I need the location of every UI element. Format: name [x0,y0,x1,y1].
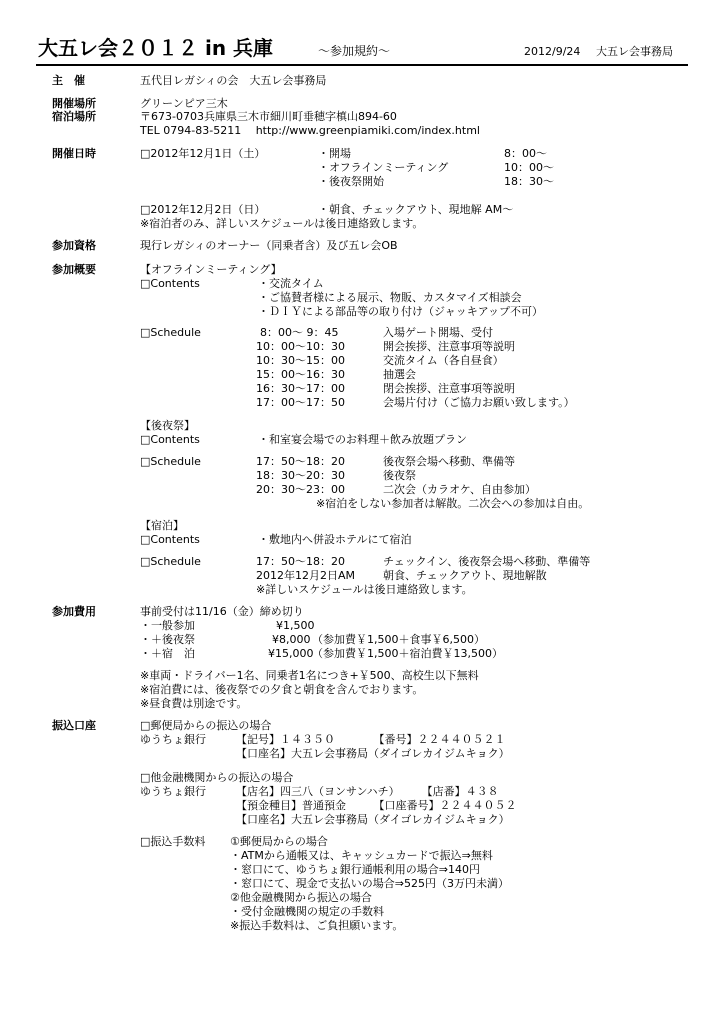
transfer-fee-line: ・ATMから通帳又は、キャッシュカードで振込⇒無料 [230,849,493,862]
day1-item-name: ・オフラインミーティング [318,161,449,174]
offline-schedule-item: 交流タイム（各自昼食） [383,354,504,367]
header-date: 2012/9/24 [524,45,581,58]
schedule-day2: □2012年12月2日（日） [140,203,266,216]
afterparty-schedule-item: 二次会（カラオケ、自由参加） [383,483,537,496]
offline-contents-item: ・ＤＩＹによる部品等の取り付け（ジャッキアップ不可） [258,305,544,318]
afterparty-heading: 【後夜祭】 [140,419,195,432]
offline-schedule-time: 16：30～17：00 [256,382,345,395]
fee-price: ¥8,000 [272,633,311,646]
lodging-schedule-item: 朝食、チェックアウト、現地解散 [383,569,547,582]
offline-schedule-time: 15：00～16：30 [256,368,345,381]
afterparty-schedule-item: 後夜祭会場へ移動、準備等 [383,455,515,468]
lodging-schedule-time: 17：50～18：20 [256,555,345,568]
postal-account-name: 【口座名】大五レ会事務局（ダイゴレカイジムキョク） [236,747,510,760]
fee-note: ※車両・ドライバー1名、同乗者1名につき+￥500、高校生以下無料 [140,669,479,682]
bank-name: ゆうちょ銀行 [140,785,206,798]
transfer-label: 振込口座 [52,719,96,732]
offline-contents-item: ・交流タイム [258,277,324,290]
fees-label: 参加費用 [52,605,96,618]
overview-label: 参加概要 [52,263,96,276]
day2-item: ・朝食、チェックアウト、現地解 AM～ [318,203,514,216]
postal-account-line: 【記号】１４３５０ 【番号】２２４４０５２１ [236,733,506,746]
organizer-value: 五代目レガシィの会 大五レ会事務局 [140,74,327,87]
day1-item-time: 8：00～ [504,147,547,160]
organizer-label: 主 催 [52,74,85,87]
transfer-fee-line: ※振込手数料は、ご負担願います。 [230,919,404,932]
transfer-fee-line: ②他金融機関から振込の場合 [230,891,372,904]
lodging-contents: ・敷地内へ併設ホテルにて宿泊 [258,533,412,546]
venue-name: グリーンピア三木 [140,97,228,110]
header-office: 大五レ会事務局 [596,45,673,58]
fee-note: ※昼食費は別途です。 [140,697,248,710]
lodging-note: ※詳しいスケジュールは後日連絡致します。 [256,583,473,596]
page-title: 大五レ会２０１２ in 兵庫 [38,36,274,60]
lodging-place-label: 宿泊場所 [52,110,96,123]
schedule-label: 開催日時 [52,147,96,160]
afterparty-contents: ・和室宴会場でのお料理＋飲み放題プラン [258,433,467,446]
offline-heading: 【オフラインミーティング】 [140,263,282,276]
bank-name: ゆうちょ銀行 [140,733,206,746]
header-divider [36,64,688,66]
transfer-fee-label: □振込手数料 [140,835,206,848]
lodging-contents-label: □Contents [140,533,200,546]
venue-label: 開催場所 [52,97,96,110]
offline-schedule-item: 会場片付け（ご協力お願い致します。） [383,396,575,409]
fee-note: ※宿泊費には、後夜祭での夕食と朝食を含んでおります。 [140,683,424,696]
offline-contents-item: ・ご協賛者様による展示、物販、カスタマイズ相談会 [258,291,522,304]
fee-name: ・＋後夜祭 [140,633,195,646]
fee-detail: （参加費￥1,500＋食事￥6,500） [312,633,485,646]
afterparty-schedule-time: 18：30～20：30 [256,469,345,482]
schedule-day1: □2012年12月1日（土） [140,147,266,160]
afterparty-schedule-time: 17：50～18：20 [256,455,345,468]
offline-contents-label: □Contents [140,277,200,290]
offline-schedule-item: 抽選会 [383,368,416,381]
fee-name: ・一般参加 [140,619,195,632]
lodging-schedule-time: 2012年12月2日AM [256,569,356,582]
other-bank-heading: □他金融機関からの振込の場合 [140,771,294,784]
fee-price: ¥1,500 [276,619,315,632]
day1-item-name: ・後夜祭開始 [318,175,384,188]
afterparty-schedule-item: 後夜祭 [383,469,416,482]
other-account-line: 【預金種目】普通預金 【口座番号】２２４４０５２ [236,799,517,812]
offline-schedule-item: 閉会挨拶、注意事項等説明 [383,382,515,395]
postal-heading: □郵便局からの振込の場合 [140,719,272,732]
qualification-label: 参加資格 [52,239,96,252]
day1-item-time: 18：30～ [504,175,554,188]
day1-item-time: 10：00～ [504,161,554,174]
fee-name: ・＋宿 泊 [140,647,195,660]
transfer-fee-line: ・窓口にて、ゆうちょ銀行通帳利用の場合⇒140円 [230,863,480,876]
qualification-value: 現行レガシィのオーナー（同乗者含）及び五レ会OB [140,239,398,252]
venue-contact: TEL 0794-83-5211 http://www.greenpiamiki.com/index.html [140,124,480,137]
afterparty-contents-label: □Contents [140,433,200,446]
other-branch-line: 【店名】四三八（ヨンサンハチ） 【店番】４３８ [236,785,499,798]
offline-schedule-time: 10：00～10：30 [256,340,345,353]
afterparty-note: ※宿泊をしない参加者は解散。二次会への参加は自由。 [316,497,590,510]
fee-price: ¥15,000 [268,647,314,660]
transfer-fee-line: ①郵便局からの場合 [230,835,328,848]
offline-schedule-item: 入場ゲート開場、受付 [383,326,493,339]
venue-address: 〒673-0703兵庫県三木市細川町垂穂字槙山894-60 [140,110,397,123]
offline-schedule-time: 8：00～ 9：45 [260,326,339,339]
schedule-note: ※宿泊者のみ、詳しいスケジュールは後日連絡致します。 [140,217,424,230]
lodging-schedule-item: チェックイン、後夜祭会場へ移動、準備等 [383,555,591,568]
transfer-fee-line: ・受付金融機関の規定の手数料 [230,905,384,918]
offline-schedule-item: 開会挨拶、注意事項等説明 [383,340,515,353]
fees-deadline: 事前受付は11/16（金）締め切り [140,605,304,618]
lodging-schedule-label: □Schedule [140,555,201,568]
afterparty-schedule-time: 20：30～23：00 [256,483,345,496]
fee-detail: （参加費￥1,500＋宿泊費￥13,500） [312,647,503,660]
transfer-fee-line: ・窓口にて、現金で支払いの場合⇒525円（3万円未満） [230,877,509,890]
offline-schedule-time: 10：30～15：00 [256,354,345,367]
offline-schedule-label: □Schedule [140,326,201,339]
day1-item-name: ・開場 [318,147,351,160]
afterparty-schedule-label: □Schedule [140,455,201,468]
page-subtitle: ～参加規約～ [318,44,391,58]
other-account-name: 【口座名】大五レ会事務局（ダイゴレカイジムキョク） [236,813,510,826]
lodging-heading: 【宿泊】 [140,519,184,532]
offline-schedule-time: 17：00～17：50 [256,396,345,409]
